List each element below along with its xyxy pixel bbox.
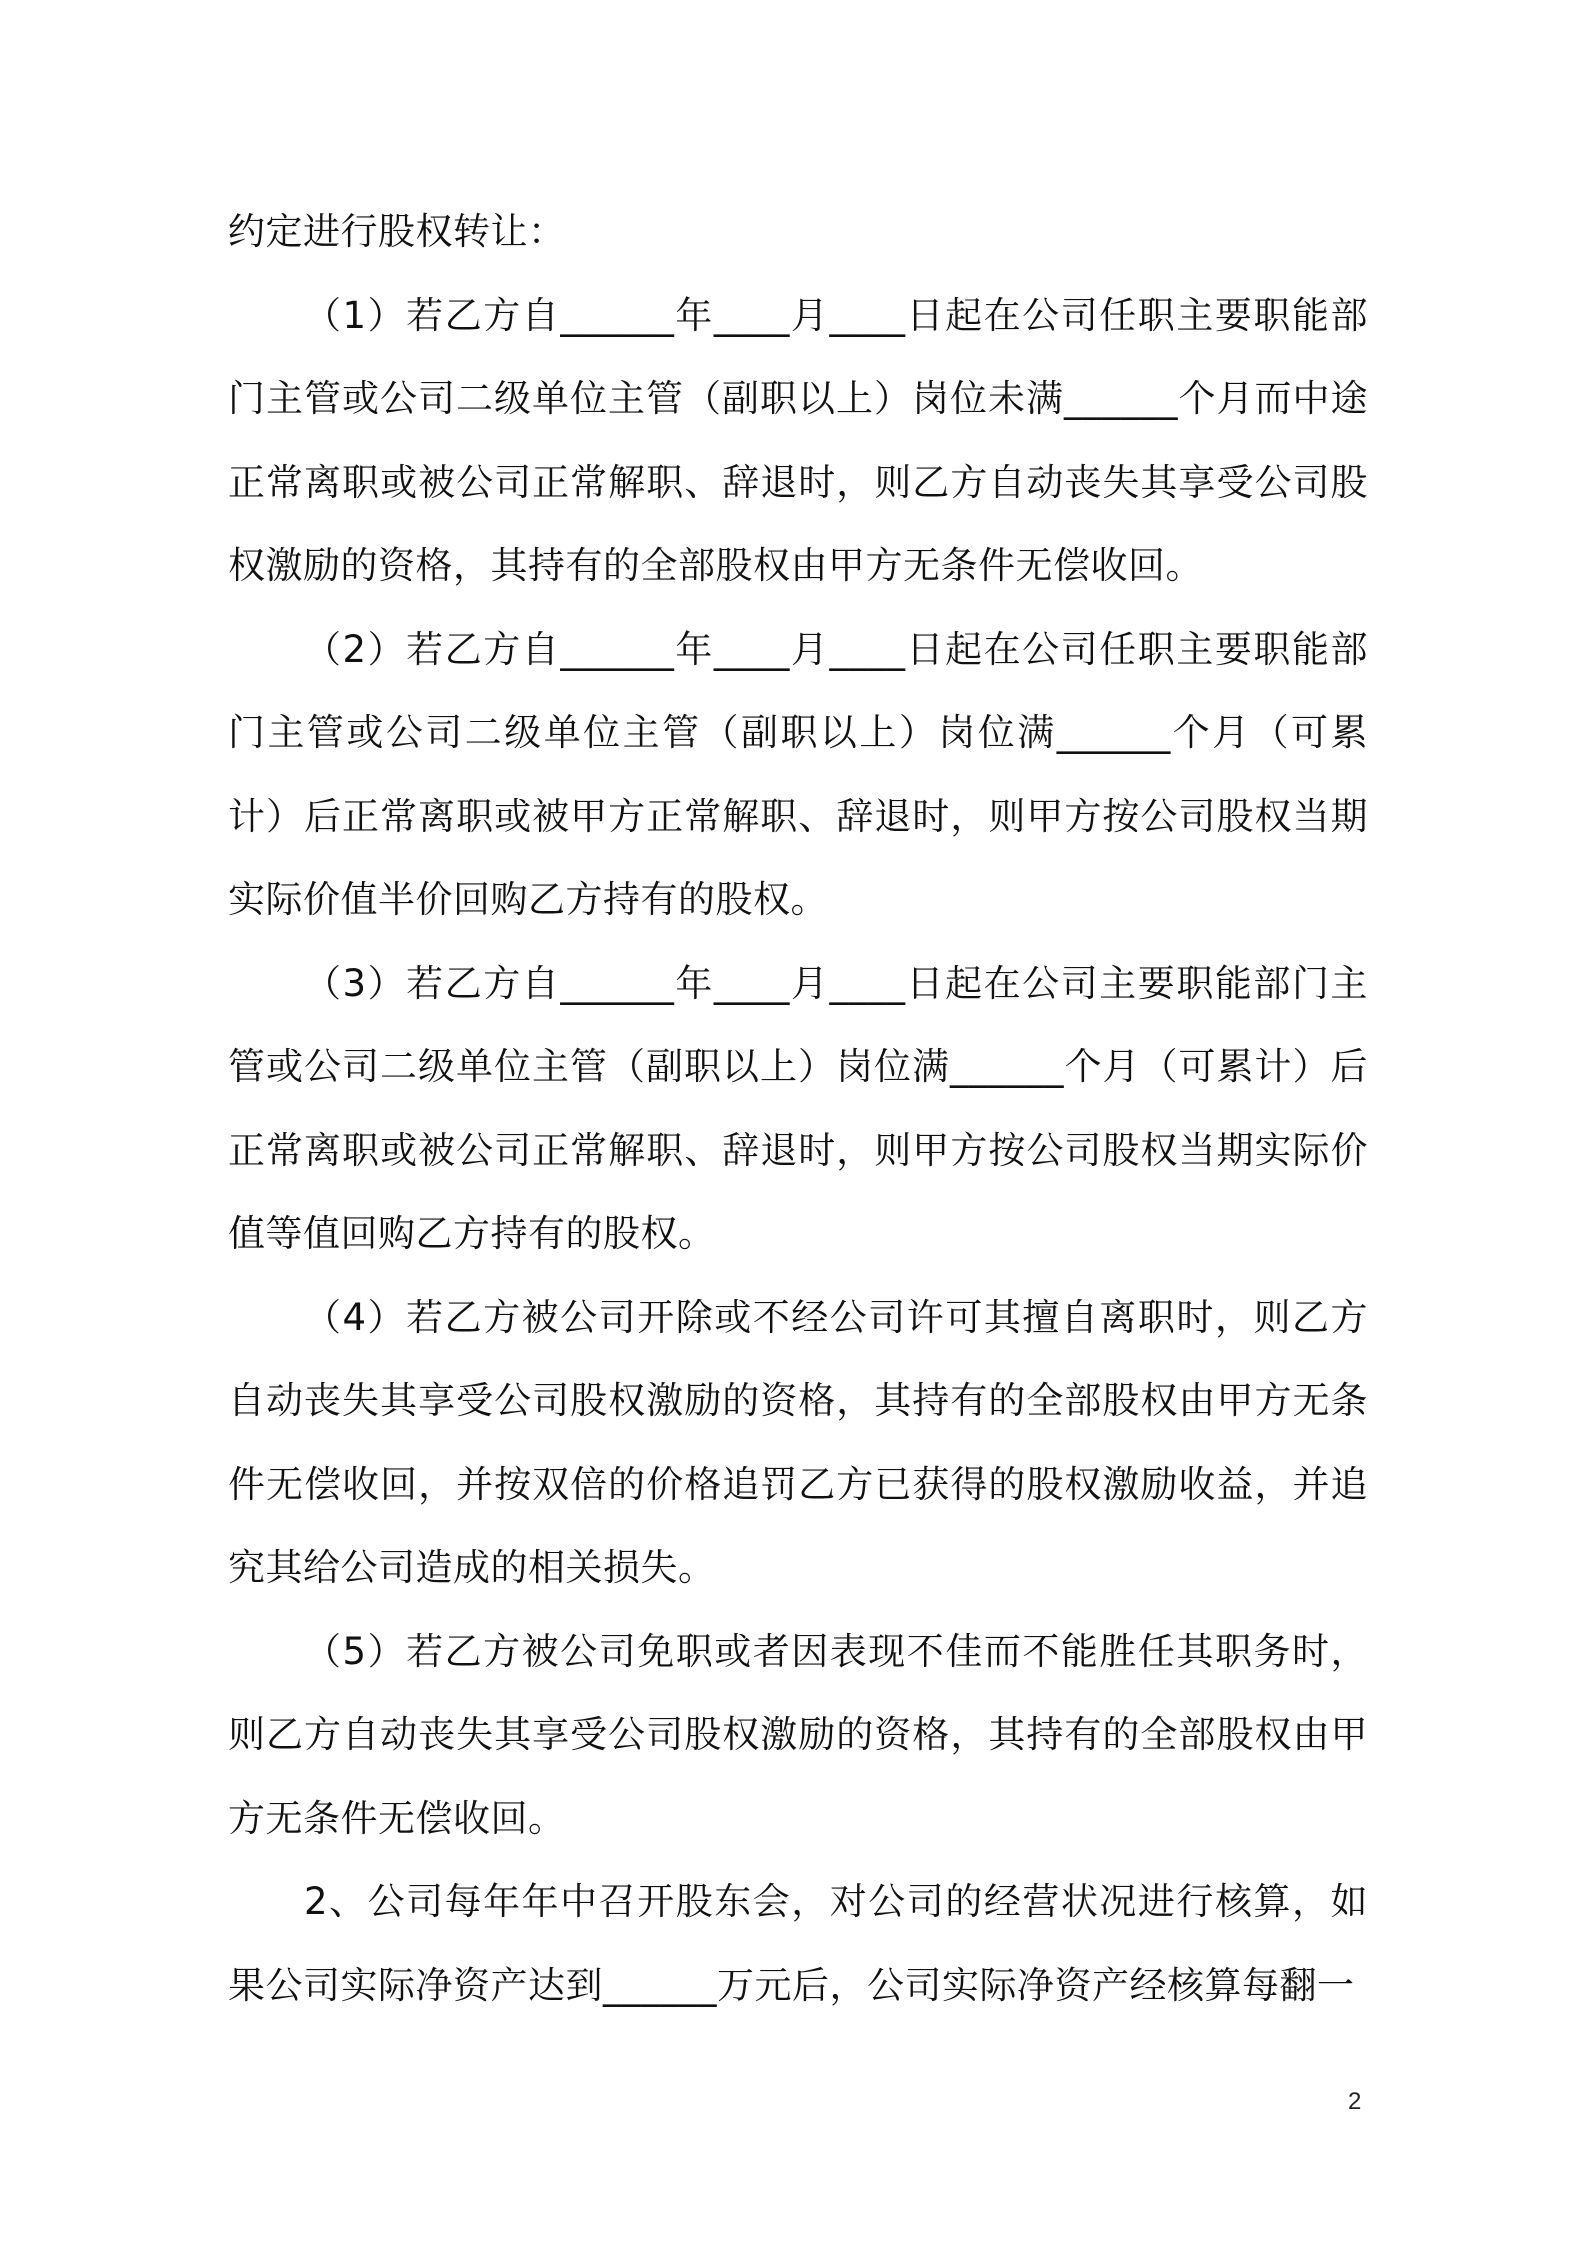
clause-4: （4）若乙方被公司开除或不经公司许可其擅自离职时，则乙方自动丧失其享受公司股权激励的资格，其持有的全部股权由甲方无条件无偿收回，并按双倍的价格追罚乙方已获得的股权激励收益，并追究其给公司造成的相关损失。 [228,1295,1368,1589]
paragraph-continuation: 约定进行股权转让： [228,210,566,253]
clause-1: （1）若乙方自______年____月____日起在公司任职主要职能部门主管或公司二级单位主管（副职以上）岗位未满______个月而中途正常离职或被公司正常解职、辞退时，则乙方自动丧失其享受公司股权激励的资格，其持有的全部股权由甲方无条件无偿收回。 [228,293,1368,587]
clause-3: （3）若乙方自______年____月____日起在公司主要职能部门主管或公司二级单位主管（副职以上）岗位满______个月（可累计）后正常离职或被公司正常解职、辞退时，则甲方按公司股权当期实际价值等值回购乙方持有的股权。 [228,961,1368,1255]
section-2: 2、公司每年年中召开股东会，对公司的经营状况进行核算，如果公司实际净资产达到______万元后，公司实际净资产经核算每翻一 [228,1880,1368,2007]
document-body [228,190,1368,2027]
clause-2: （2）若乙方自______年____月____日起在公司任职主要职能部门主管或公司二级单位主管（副职以上）岗位满______个月（可累计）后正常离职或被甲方正常解职、辞退时，则甲方按公司股权当期实际价值半价回购乙方持有的股权。 [228,627,1368,921]
page-number: 2 [1348,2088,1362,2115]
clause-5: （5）若乙方被公司免职或者因表现不佳而不能胜任其职务时，则乙方自动丧失其享受公司股权激励的资格，其持有的全部股权由甲方无条件无偿收回。 [228,1629,1368,1840]
